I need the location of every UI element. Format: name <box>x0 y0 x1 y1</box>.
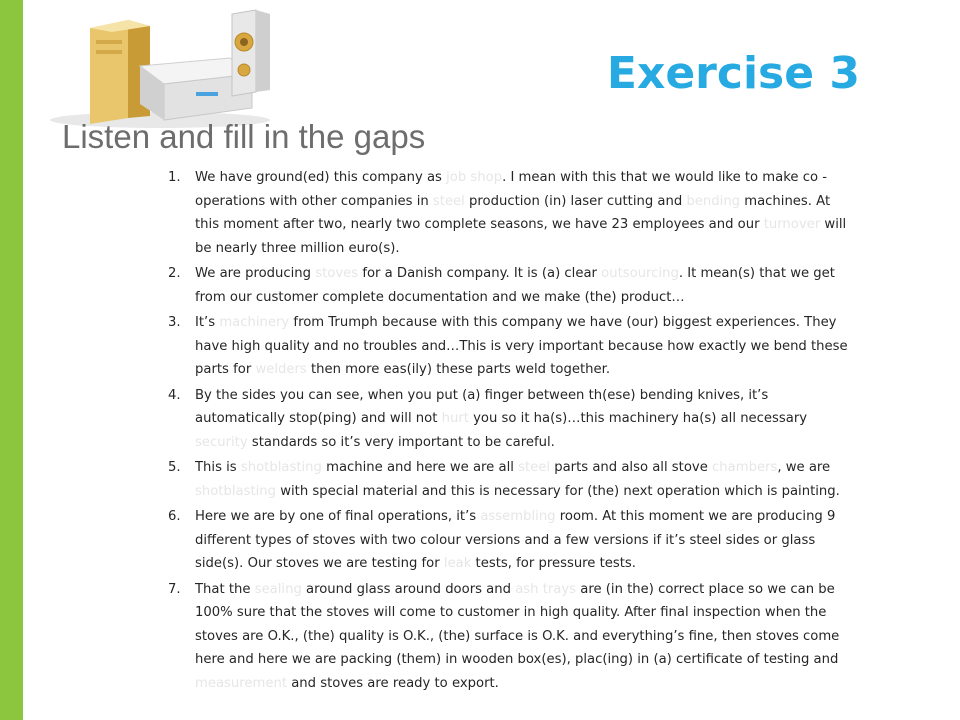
item-text: room. At this moment we are producing 9 different types of stoves with two colour versions and a few versions if it’s steel sides or glass side(s). Our stoves we are testing for <box>195 509 836 571</box>
gap-word: shotblasting <box>240 460 322 475</box>
item-text: for a Danish company. It is (a) clear <box>358 266 602 281</box>
item-text: production (in) laser cutting and <box>464 193 687 209</box>
item-text: , we are <box>777 460 831 475</box>
gap-word: turnover <box>763 217 821 232</box>
item-number: 6. <box>168 509 181 524</box>
gap-word: assembling <box>480 509 556 524</box>
gap-word: job shop <box>446 170 503 185</box>
item-number: 1. <box>168 170 181 185</box>
list-item <box>168 505 848 576</box>
gap-word: chambers <box>712 460 778 475</box>
item-text: around glass around doors and <box>301 581 516 597</box>
item-text: are (in the) correct place so we can be 100% sure that the stoves will come to customer in high quality. After final inspection when the stoves are O.K., (the) quality is O.K., (the) surface is O.K. and everything’s fine, then stoves come here and here we are packing (them) in wooden box(es), plac(ing) in (a) certificate of testing and <box>195 581 840 667</box>
item-text: you so it ha(s)…this machinery ha(s) all necessary <box>468 411 808 426</box>
item-text: machines. At this moment after two, nearly two complete seasons, we have 23 employees and our <box>195 193 831 232</box>
gap-word: welders <box>255 362 307 377</box>
gap-word: machinery <box>219 315 290 330</box>
gap-word: shotblasting <box>195 483 277 499</box>
page-title: Exercise 3 <box>606 48 860 99</box>
item-text: We are producing <box>195 266 316 281</box>
list-item <box>168 578 848 696</box>
item-number: 5. <box>168 460 181 475</box>
desktop-computer-speaker-icon <box>40 0 300 130</box>
item-text: That the <box>195 581 255 597</box>
item-text: Here we are by one of final operations, it’s <box>195 509 481 524</box>
item-number: 4. <box>168 387 181 403</box>
gap-fill-list <box>168 166 848 697</box>
item-text: will be nearly three million euro(s). <box>195 217 847 256</box>
list-item <box>168 262 848 309</box>
item-text: It’s <box>195 315 220 330</box>
list-item <box>168 384 848 455</box>
list-item <box>168 166 848 260</box>
gap-word: bending <box>686 193 741 209</box>
list-item <box>168 311 848 382</box>
instruction-subtitle: Listen and fill in the gaps <box>62 118 426 155</box>
item-text: from Trumph because with this company we have (our) biggest experiences. They have high quality and no troubles and…This is very important because how exactly we bend these parts for <box>195 315 848 377</box>
gap-word: security <box>195 434 248 450</box>
gap-word: sealing <box>254 581 302 597</box>
gap-word: ash trays <box>515 581 577 597</box>
item-text: By the sides you can see, when you put (a) finger between th(ese) bending knives, it’s automatically stop(ping) and will not <box>195 387 769 426</box>
item-text: We have ground(ed) this company as <box>195 170 447 185</box>
item-text: standards so it’s very important to be careful. <box>247 434 555 450</box>
item-text: and stoves are ready to export. <box>287 675 499 691</box>
item-text: . I mean with this that we would like to make co - operations with other companies in <box>195 170 827 209</box>
item-number: 2. <box>168 266 181 281</box>
item-text: tests, for pressure tests. <box>471 556 636 571</box>
item-text: then more eas(ily) these parts weld together. <box>306 362 611 377</box>
gap-word: leak <box>443 556 472 571</box>
gap-word: measurement <box>195 675 288 691</box>
item-number: 7. <box>168 581 181 597</box>
accent-sidebar-bar <box>0 0 23 720</box>
item-text: This is <box>195 460 241 475</box>
item-number: 3. <box>168 315 181 330</box>
gap-word: steel <box>432 193 465 209</box>
gap-word: outsourcing <box>601 266 679 281</box>
item-text: . It mean(s) that we get from our customer complete documentation and we make (the) product… <box>195 266 835 305</box>
item-text: parts and also all stove <box>550 460 713 475</box>
gap-word: steel <box>518 460 551 475</box>
gap-word: stoves <box>315 266 359 281</box>
list-item <box>168 456 848 503</box>
item-text: machine and here we are all <box>321 460 519 475</box>
item-text: with special material and this is necessary for (the) next operation which is painting. <box>276 483 840 499</box>
gap-word: hurt <box>441 411 469 426</box>
